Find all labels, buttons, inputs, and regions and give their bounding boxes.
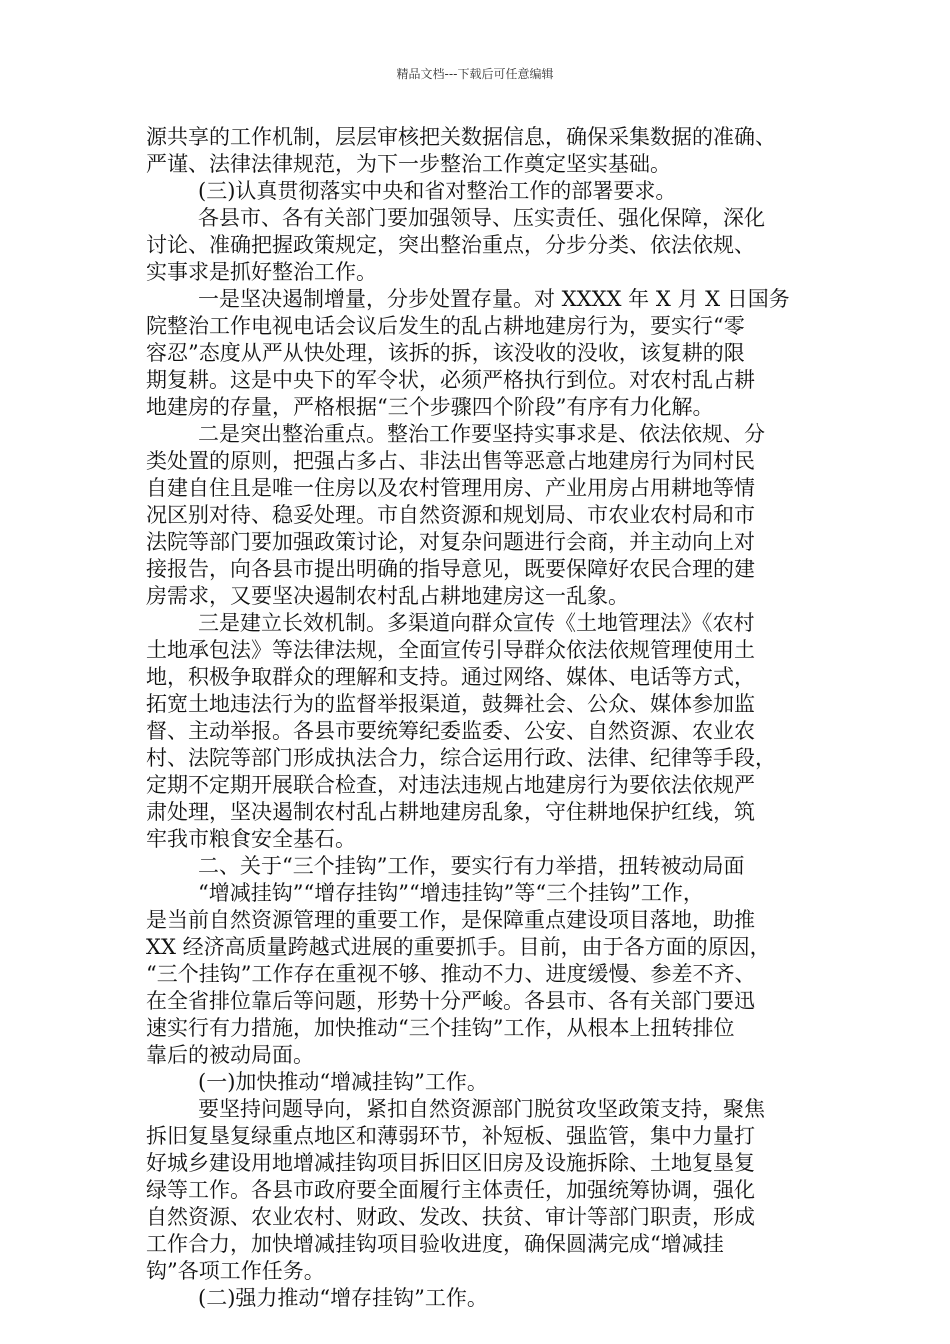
text-line: 讨论、准确把握政策规定，突出整治重点，分步分类、依法依规、 [146,233,755,257]
text-line: 要坚持问题导向，紧扣自然资源部门脱贫攻坚政策支持，聚焦 [198,1097,765,1121]
text-line: 土地承包法》等法律法规，全面宣传引导群众依法依规管理使用土 [146,638,755,662]
text-line: 严谨、法律法律规范，为下一步整治工作奠定坚实基础。 [146,152,671,176]
text-line: 定期不定期开展联合检查，对违法违规占地建房行为要依法依规严 [146,773,755,797]
text-line: 绿等工作。各县市政府要全面履行主体责任，加强统筹协调，强化 [146,1178,755,1202]
text-line: 容忍”态度从严从快处理，该拆的拆，该没收的没收，该复耕的限 [146,341,745,365]
text-line: 在全省排位靠后等问题，形势十分严峻。各县市、各有关部门要迅 [146,989,755,1013]
text-line: “增减挂钩”“增存挂钩”“增违挂钩”等“三个挂钩”工作， [198,881,704,905]
text-line: 院整治工作电视电话会议后发生的乱占耕地建房行为，要实行“零 [146,314,745,338]
text-line: 实事求是抓好整治工作。 [146,260,377,284]
text-line: 自建自住且是唯一住房以及农村管理用房、产业用房占用耕地等情 [146,476,755,500]
text-line: 二、关于“三个挂钩”工作，要实行有力举措，扭转被动局面 [198,854,745,878]
text-line: 地，积极争取群众的理解和支持。通过网络、媒体、电话等方式， [146,665,755,689]
document-body [146,124,826,1312]
text-line: 各县市、各有关部门要加强领导、压实责任、强化保障，深化 [198,206,765,230]
text-line: 是当前自然资源管理的重要工作，是保障重点建设项目落地，助推 [146,908,755,932]
text-line: 接报告，向各县市提出明确的指导意见，既要保障好农民合理的建 [146,557,755,581]
text-line: 一是坚决遏制增量，分步处置存量。对 XXXX 年 X 月 X 日国务 [198,287,790,311]
text-line: 工作合力，加快增减挂钩项目验收进度，确保圆满完成“增减挂 [146,1232,724,1256]
text-line: 况区别对待、稳妥处理。市自然资源和规划局、市农业农村局和市 [146,503,755,527]
text-line: 房需求，又要坚决遏制农村乱占耕地建房这一乱象。 [146,584,629,608]
text-line: 村、法院等部门形成执法合力，综合运用行政、法律、纪律等手段， [146,746,776,770]
text-line: XX 经济高质量跨越式进展的重要抓手。目前，由于各方面的原因， [146,935,771,959]
text-line: 二是突出整治重点。整治工作要坚持实事求是、依法依规、分 [198,422,765,446]
page-header: 精品文档---下载后可任意编辑 [396,67,554,81]
text-line: (三)认真贯彻落实中央和省对整治工作的部署要求。 [198,179,677,203]
text-line: 靠后的被动局面。 [146,1043,314,1067]
text-line: 类处置的原则，把强占多占、非法出售等恶意占地建房行为同村民 [146,449,755,473]
text-line: 三是建立长效机制。多渠道向群众宣传《土地管理法》《农村 [198,611,755,635]
text-line: “三个挂钩”工作存在重视不够、推动不力、进度缓慢、参差不齐、 [146,962,756,986]
text-line: (一)加快推动“增减挂钩”工作。 [198,1070,488,1094]
text-line: 自然资源、农业农村、财政、发改、扶贫、审计等部门职责，形成 [146,1205,755,1229]
text-line: (二)强力推动“增存挂钩”工作。 [198,1286,488,1310]
text-line: 期复耕。这是中央下的军令状，必须严格执行到位。对农村乱占耕 [146,368,755,392]
text-line: 法院等部门要加强政策讨论，对复杂问题进行会商，并主动向上对 [146,530,755,554]
text-line: 地建房的存量，严格根据“三个步骤四个阶段”有序有力化解。 [146,395,714,419]
text-line: 牢我市粮食安全基石。 [146,827,356,851]
text-line: 督、主动举报。各县市要统筹纪委监委、公安、自然资源、农业农 [146,719,755,743]
text-line: 钩”各项工作任务。 [146,1259,325,1283]
text-line: 拆旧复垦复绿重点地区和薄弱环节，补短板、强监管，集中力量打 [146,1124,755,1148]
text-line: 源共享的工作机制，层层审核把关数据信息，确保采集数据的准确、 [146,125,776,149]
text-line: 肃处理，坚决遏制农村乱占耕地建房乱象，守住耕地保护红线，筑 [146,800,755,824]
text-line: 好城乡建设用地增减挂钩项目拆旧区旧房及设施拆除、土地复垦复 [146,1151,755,1175]
text-line: 速实行有力措施，加快推动“三个挂钩”工作，从根本上扭转排位 [146,1016,735,1040]
text-line: 拓宽土地违法行为的监督举报渠道，鼓舞社会、公众、媒体参加监 [146,692,755,716]
